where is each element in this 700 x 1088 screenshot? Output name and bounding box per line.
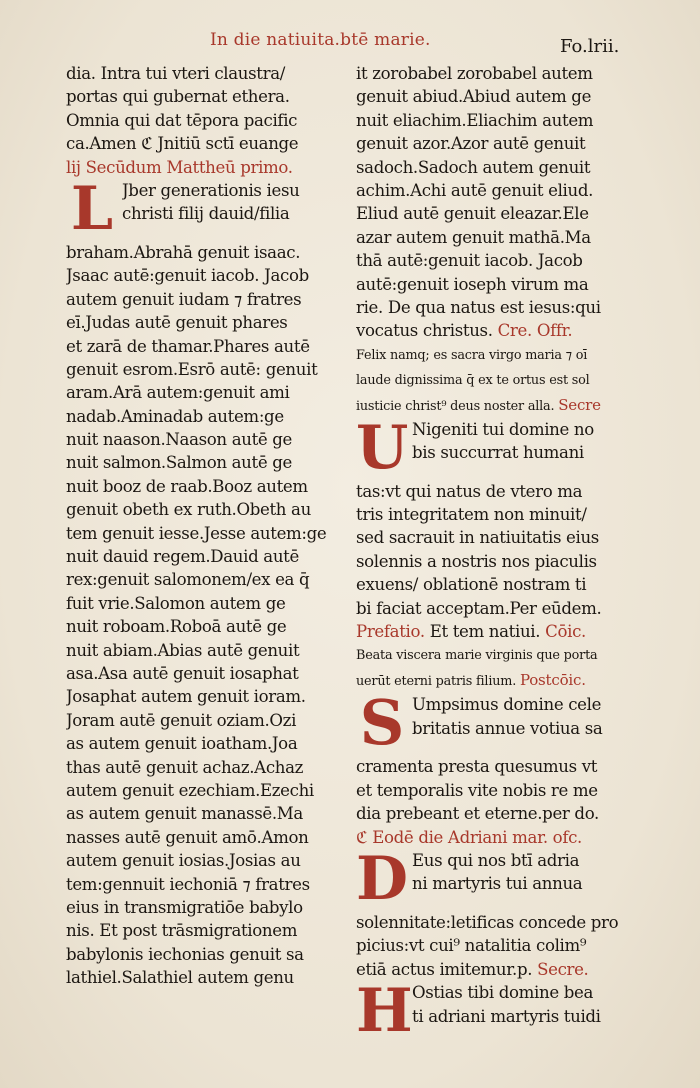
text-line: christi filij dauid/filia: [122, 204, 290, 224]
text-line: nuit roboam.Roboā autē ge: [66, 617, 287, 637]
text-line: eius in transmigratiōe babylo: [66, 897, 303, 917]
text-line: rie. De qua natus est iesus:qui: [356, 297, 601, 317]
rubric-prefatio: Prefatio.: [356, 622, 425, 642]
text-line: lathiel.Salathiel autem genu: [66, 968, 294, 988]
text-line: Josaphat autem genuit ioram.: [66, 687, 306, 707]
text-line: as autem genuit manassē.Ma: [66, 804, 303, 824]
text-line: nuit dauid regem.Dauid autē: [66, 547, 299, 567]
text-line: genuit azor.Azor autē genuit: [356, 134, 586, 154]
text-line: nuit naason.Naason autē ge: [66, 430, 293, 450]
text-line: et zarā de thamar.Phares autē: [66, 336, 310, 356]
text-line: rex:genuit salomonem/ex ea q̄: [66, 570, 310, 590]
text-line: nuit abiam.Abias autē genuit: [66, 640, 300, 660]
text-line: cramenta presta quesumus vt: [356, 757, 598, 777]
text-line: thā autē:genuit iacob. Jacob: [356, 251, 583, 271]
rubric-secre: Secre: [558, 395, 601, 414]
text-line: tem:gennuit iechoniā ⁊ fratres: [66, 874, 310, 894]
text-line: [356, 620, 626, 643]
text-span: Et tem natiui.: [429, 622, 541, 642]
text-line: et temporalis vite nobis re me: [356, 780, 598, 800]
right-column: [356, 62, 626, 1047]
text-line: babylonis iechonias genuit sa: [66, 944, 304, 964]
text-line: tem genuit iesse.Jesse autem:ge: [66, 523, 327, 543]
text-line: tas:vt qui natus de vtero ma: [356, 481, 583, 501]
text-line: achim.Achi autē genuit eliud.: [356, 180, 594, 200]
text-line: autem genuit iudam ⁊ fratres: [66, 289, 302, 309]
text-line: Eliud autē genuit eleazar.Ele: [356, 204, 589, 224]
text-line: ni martyris tui annua: [412, 874, 583, 894]
text-line: [356, 319, 626, 342]
text-line: autem genuit iosias.Josias au: [66, 851, 301, 871]
text-line: britatis annue votiua sa: [412, 718, 603, 738]
text-line: ca.Amen ℭ Jnitiū sctī euange: [66, 134, 299, 154]
folio-number: Fo.lrii.: [560, 36, 620, 57]
decorated-initial-l: L: [70, 173, 114, 244]
text-line: nuit booz de raab.Booz autem: [66, 476, 308, 496]
text-line: sed sacrauit in natiuitatis eius: [356, 528, 599, 548]
text-line: Joram autē genuit oziam.Ozi: [66, 710, 297, 730]
rubric-line: ℭ Eodē die Adriani mar. ofc.: [356, 827, 582, 847]
small-text-line: Felix namq; es sacra virgo maria ⁊ oī: [356, 347, 588, 363]
text-line: picius:vt cui⁹ natalitia colim⁹: [356, 936, 587, 956]
initial-block: [356, 843, 626, 934]
small-text-line: laude dignissima q̄ ex te ortus est sol: [356, 372, 590, 388]
text-line: genuit abiud.Abiud autem ge: [356, 87, 592, 107]
text-line: genuit obeth ex ruth.Obeth au: [66, 500, 311, 520]
initial-block: [356, 412, 626, 503]
text-line: Jber generationis iesu: [122, 180, 300, 200]
rubric-com: Cōic.: [545, 622, 586, 642]
small-text-line: Beata viscera marie virginis que porta: [356, 648, 598, 664]
decorated-initial-d: D: [356, 843, 409, 914]
decorated-initial-s: S: [359, 686, 405, 760]
text-line: braham.Abrahā genuit isaac.: [66, 242, 301, 262]
text-line: tris integritatem non minuit/: [356, 505, 587, 525]
text-line: Nigeniti tui domine no: [412, 419, 594, 439]
text-line: portas qui gubernat ethera.: [66, 87, 290, 107]
text-span: vocatus christus.: [356, 321, 493, 341]
initial-block: [356, 976, 626, 1047]
text-line: Jsaac autē:genuit iacob. Jacob: [66, 266, 309, 286]
decorated-initial-u: U: [356, 412, 409, 483]
text-line: nuit eliachim.Eliachim autem: [356, 110, 594, 130]
initial-block: [66, 173, 338, 264]
text-line: dia prebeant et eterne.per do.: [356, 804, 599, 824]
text-line: thas autē genuit achaz.Achaz: [66, 757, 304, 777]
text-line: aram.Arā autem:genuit ami: [66, 383, 290, 403]
text-line: asa.Asa autē genuit iosaphat: [66, 663, 299, 683]
text-line: nuit salmon.Salmon autē ge: [66, 453, 292, 473]
text-line: sadoch.Sadoch autem genuit: [356, 157, 591, 177]
text-line: Eus qui nos btī adria: [412, 850, 580, 870]
text-span: iusticie christ⁹ deus noster alla.: [356, 398, 555, 414]
text-line: exuens/ oblationē nostram ti: [356, 575, 587, 595]
text-span: etiā actus imitemur.p.: [356, 959, 533, 979]
rubric-postcommunio: Postcōic.: [519, 671, 586, 690]
text-line: autē:genuit ioseph virum ma: [356, 274, 589, 294]
text-line: Ostias tibi domine bea: [412, 983, 594, 1003]
text-line: bis succurrat humani: [412, 443, 584, 463]
text-line: autem genuit ezechiam.Ezechi: [66, 780, 314, 800]
text-line: fuit vrie.Salomon autem ge: [66, 593, 286, 613]
text-line: nadab.Aminadab autem:ge: [66, 406, 284, 426]
text-line: [356, 958, 626, 981]
text-line: bi faciat acceptam.Per eūdem.: [356, 598, 602, 618]
text-span: uerūt eterni patris filium.: [356, 674, 517, 690]
running-head: In die natiuita.btē marie.: [210, 30, 431, 50]
rubric-cre-offr: Cre. Offr.: [497, 321, 573, 341]
text-line: as autem genuit ioatham.Joa: [66, 734, 298, 754]
text-line: eī.Judas autē genuit phares: [66, 313, 288, 333]
text-line: it zorobabel zorobabel autem: [356, 64, 593, 83]
text-line: ti adriani martyris tuidi: [412, 1006, 601, 1026]
text-line: azar autem genuit mathā.Ma: [356, 227, 591, 247]
text-line: nasses autē genuit amō.Amon: [66, 827, 309, 847]
initial-block: [356, 686, 626, 760]
text-line: solennitate:letificas concede pro: [356, 912, 619, 932]
text-line: solennis a nostris nos piaculis: [356, 551, 597, 571]
text-line: nis. Et post trāsmigrationem: [66, 921, 298, 941]
text-line: dia. Intra tui vteri claustra/: [66, 64, 285, 83]
decorated-initial-h: H: [356, 976, 413, 1047]
left-column: [66, 62, 338, 989]
text-line: Omnia qui dat tēpora pacific: [66, 110, 298, 130]
text-line: Umpsimus domine cele: [412, 695, 602, 715]
rubric-line: lij Secūdum Mattheū primo.: [66, 157, 293, 177]
text-line: genuit esrom.Esrō autē: genuit: [66, 359, 318, 379]
small-text-line: [356, 668, 626, 693]
small-text-line: [356, 393, 626, 418]
rubric-secre: Secre.: [537, 959, 589, 979]
